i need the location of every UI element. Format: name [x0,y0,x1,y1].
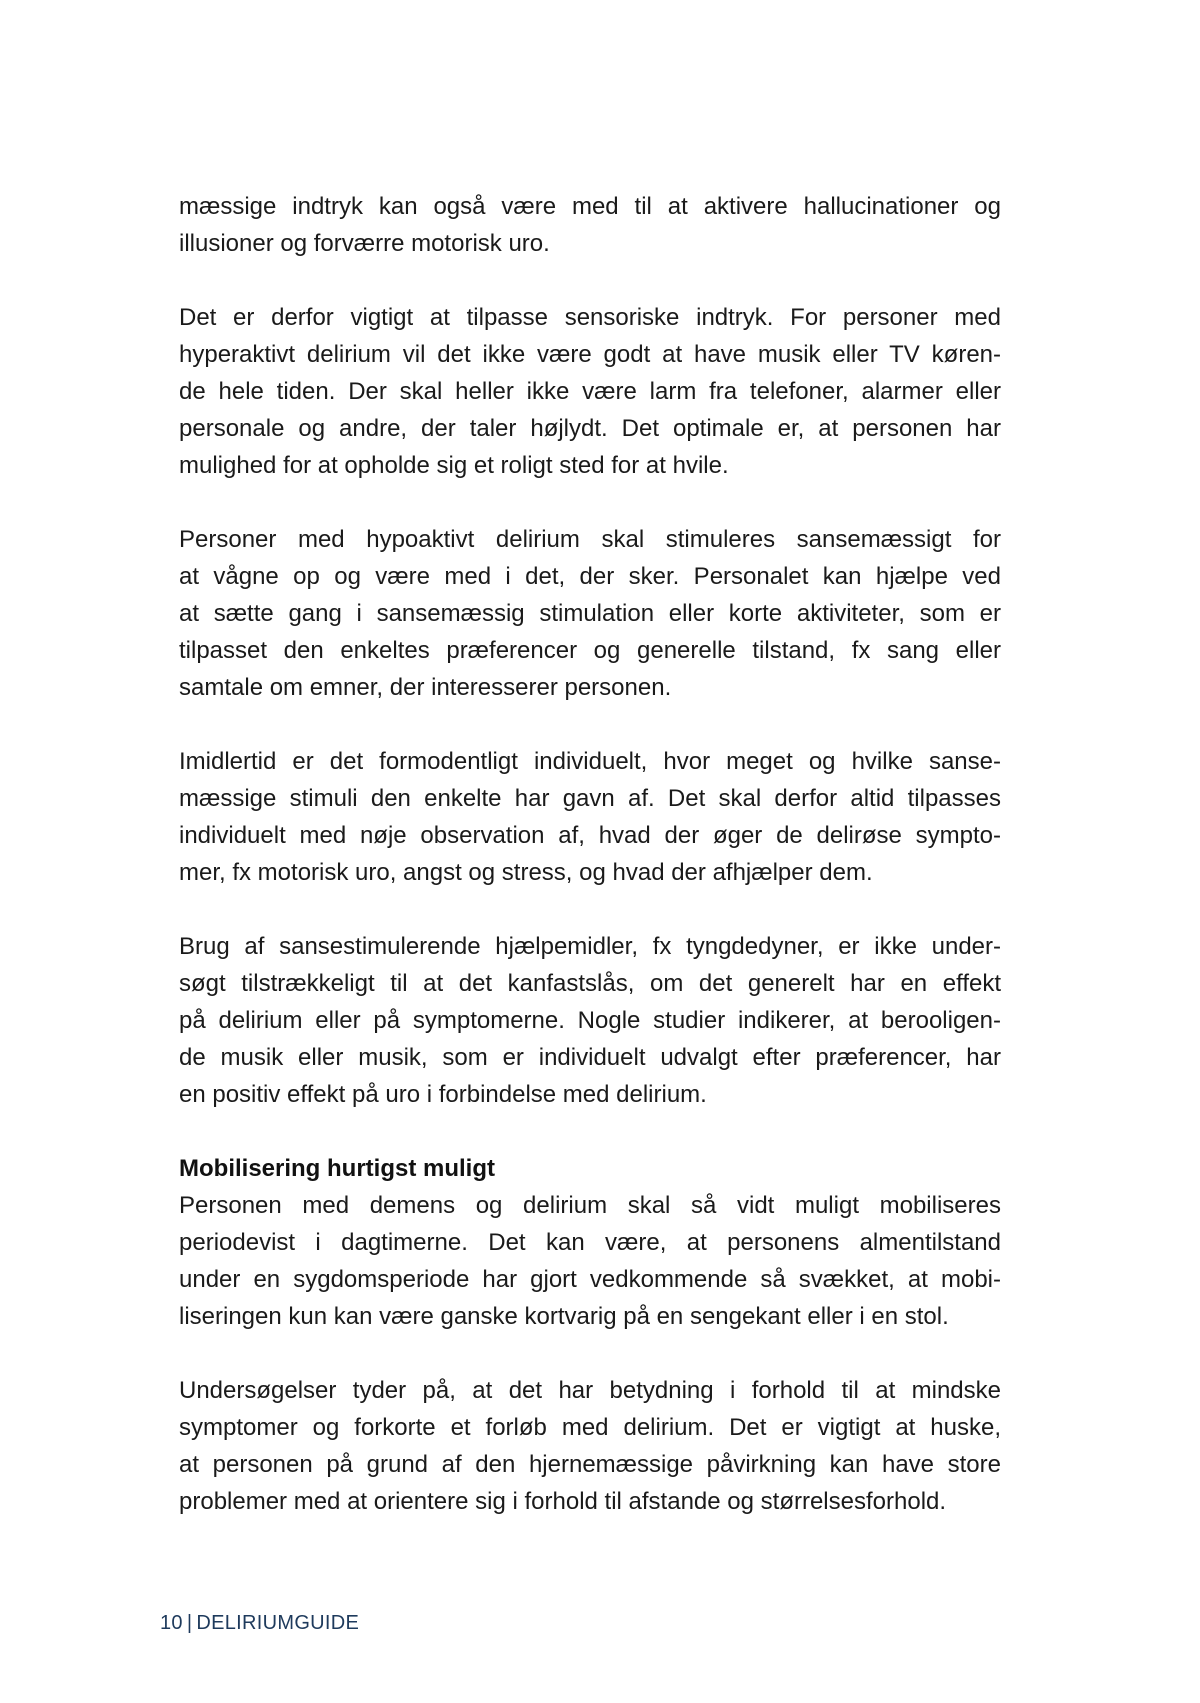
footer-title: DELIRIUMGUIDE [196,1612,360,1634]
section-mobilisering [179,1150,1001,1520]
text-line: problemer med at orientere sig i forhold til afstande og størrelsesforhold. [179,1488,947,1515]
text-line: individuelt med nøje observation af, hvad der øger de delirøse sympto- [179,822,1001,849]
paragraph-3 [179,521,1001,706]
text-line: symptomer og forkorte et forløb med delirium. Det er vigtigt at huske, [179,1414,1001,1441]
footer-separator: | [186,1612,193,1634]
paragraph-1 [179,188,1001,262]
text-line: de musik eller musik, som er individuelt udvalgt efter præferencer, har [179,1044,1001,1071]
text-line: at sætte gang i sansemæssig stimulation eller korte aktiviteter, som er [179,600,1001,627]
text-line: Undersøgelser tyder på, at det har betydning i forhold til at mindske [179,1377,1001,1404]
text-line: at vågne op og være med i det, der sker. Personalet kan hjælpe ved [179,563,1001,590]
paragraph-2 [179,299,1001,484]
body-content [179,188,1001,1557]
text-line: at personen på grund af den hjernemæssige påvirkning kan have store [179,1451,1001,1478]
text-line: Imidlertid er det formodentligt individuelt, hvor meget og hvilke sanse- [179,748,1001,775]
section-paragraph-2 [179,1372,1001,1520]
text-line: Personer med hypoaktivt delirium skal stimuleres sansemæssigt for [179,526,1001,553]
text-line: de hele tiden. Der skal heller ikke være larm fra telefoner, alarmer eller [179,378,1001,405]
text-line: tilpasset den enkeltes præferencer og generelle tilstand, fx sang eller [179,637,1001,664]
paragraph-4 [179,743,1001,891]
text-line: samtale om emner, der interesserer personen. [179,674,672,701]
section-heading: Mobilisering hurtigst muligt [179,1155,495,1182]
text-line: søgt tilstrækkeligt til at det kanfastslås, om det generelt har en effekt [179,970,1001,997]
text-line: mæssige indtryk kan også være med til at aktivere hallucinationer og [179,193,1001,220]
text-line: hyperaktivt delirium vil det ikke være godt at have musik eller TV køren- [179,341,1001,368]
text-line: mer, fx motorisk uro, angst og stress, og hvad der afhjælper dem. [179,859,873,886]
text-line: Personen med demens og delirium skal så vidt muligt mobiliseres [179,1192,1001,1219]
text-line: under en sygdomsperiode har gjort vedkommende så svækket, at mobi- [179,1266,1001,1293]
text-line: liseringen kun kan være ganske kortvarig på en sengekant eller i en stol. [179,1303,949,1330]
paragraph-5 [179,928,1001,1113]
text-line: periodevist i dagtimerne. Det kan være, at personens almentilstand [179,1229,1001,1256]
text-line: Brug af sansestimulerende hjælpemidler, fx tyngdedyner, er ikke under- [179,933,1001,960]
section-paragraph-1 [179,1187,1001,1335]
text-line: en positiv effekt på uro i forbindelse med delirium. [179,1081,707,1108]
text-line: på delirium eller på symptomerne. Nogle studier indikerer, at berooligen- [179,1007,1001,1034]
text-line: personale og andre, der taler højlydt. Det optimale er, at personen har [179,415,1001,442]
page-footer [160,1610,359,1636]
text-line: Det er derfor vigtigt at tilpasse sensoriske indtryk. For personer med [179,304,1001,331]
text-line: illusioner og forværre motorisk uro. [179,230,550,257]
page-number: 10 [160,1612,183,1634]
text-line: mulighed for at opholde sig et roligt sted for at hvile. [179,452,729,479]
text-line: mæssige stimuli den enkelte har gavn af. Det skal derfor altid tilpasses [179,785,1001,812]
